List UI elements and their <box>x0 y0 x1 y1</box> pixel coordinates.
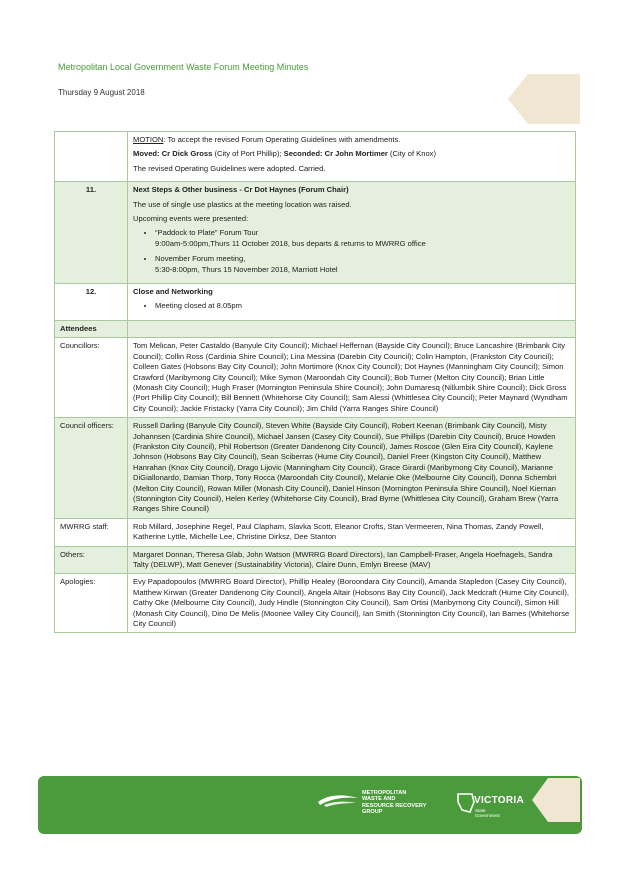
events-list <box>133 228 570 275</box>
footer-decorative-corner <box>532 778 580 822</box>
org-line: WASTE AND <box>362 796 396 803</box>
apologies-label: Apologies: <box>55 574 128 633</box>
item-11-heading: Next Steps & Other business - Cr Dot Haynes (Forum Chair) <box>133 185 349 195</box>
meeting-date: Thursday 9 August 2018 <box>58 88 145 97</box>
org-line: GROUP <box>362 809 383 816</box>
item-11-number: 11. <box>55 182 128 284</box>
victoria-wordmark: VICTORIA <box>474 795 524 806</box>
seconded-org: (City of Knox) <box>387 149 436 159</box>
others-label: Others: <box>55 546 128 574</box>
item-11-row <box>55 182 576 284</box>
close-list <box>133 301 570 311</box>
moved-seconded-line <box>133 149 570 159</box>
vic-sub-line: Government <box>475 813 500 818</box>
staff-list: Rob Millard, Josephine Regel, Paul Clapham, Slavka Scott, Eleanor Crofts, Stan Vermeeren, Nina Thomas, Zandy Powell, Katherine Lyttle, Michelle Lee, Christine Dirksz, Dee Stanton <box>128 518 576 546</box>
event-1-detail: 9:00am-5:00pm,Thurs 11 October 2018, bus departs & returns to MWRRG office <box>155 238 426 248</box>
moved-org: (City of Port Phillip); <box>212 149 284 159</box>
motion-line <box>133 135 570 145</box>
councillors-label: Councillors: <box>55 338 128 418</box>
motion-label: MOTION <box>133 135 164 144</box>
item-12-number: 12. <box>55 284 128 321</box>
motion-row <box>55 132 576 182</box>
event-2-title: November Forum meeting, <box>155 254 246 264</box>
staff-row <box>55 518 576 546</box>
close-bullet: • Meeting closed at 8.05pm <box>155 301 570 311</box>
officers-label: Council officers: <box>55 418 128 519</box>
motion-text: : To accept the revised Forum Operating Guidelines with amendments. <box>163 135 401 144</box>
attendees-heading-row <box>55 320 576 337</box>
others-list: Margaret Donnan, Theresa Glab, John Watson (MWRRG Board Directors), Ian Campbell-Fraser, Angela Hoefnagels, Sandra Talty (DELWP), Matt Genever (Sustainability Victoria), Claire Dunn, Emlyn Breese (MAV) <box>128 546 576 574</box>
mwrrg-swoosh-logo-icon <box>316 792 360 808</box>
item-12-row <box>55 284 576 321</box>
footer-org-name <box>362 790 448 816</box>
event-item <box>155 228 570 249</box>
event-2-detail: 5:30-8:00pm, Thurs 15 November 2018, Marriott Hotel <box>155 264 338 274</box>
document-title: Metropolitan Local Government Waste Forum Meeting Minutes <box>58 62 309 72</box>
seconded-label: Seconded: Cr John Mortimer <box>283 149 388 159</box>
item-11-para-2: Upcoming events were presented: <box>133 214 249 224</box>
officers-row <box>55 418 576 519</box>
item-11-para-1: The use of single use plastics at the meeting location was raised. <box>133 199 352 209</box>
moved-label: Moved: Cr Dick Gross <box>133 149 213 159</box>
event-1-title: “Paddock to Plate” Forum Tour <box>155 228 259 238</box>
org-line: METROPOLITAN <box>362 790 407 796</box>
event-item <box>155 254 570 275</box>
apologies-row <box>55 574 576 633</box>
org-line: RESOURCE RECOVERY <box>362 802 427 809</box>
item-12-heading: Close and Networking <box>133 287 213 297</box>
decorative-corner-shape <box>508 74 580 124</box>
vic-sub-line: State <box>475 808 486 813</box>
apologies-list: Evy Papadopoulos (MWRRG Board Director), Phillip Healey (Boroondara City Council), Amanda Stapledon (Casey City Council), Matthew Kirwan (Greater Dandenong City Council), Angela Altair (Hobsons Bay City Council), Jack Medcraft (Hume City Council), Cathy Oke (Melbourne City Council), Judy Hindle (Stonnington City Council), Sam Ortisi (Maribyrnong City Council), Simon Hill (Monash City Council), Dino De Melis (Moonee Valley City Council), Ian Smith (Stonnington City Council), Ian Barnes (Whitehorse City Council) <box>128 574 576 633</box>
attendees-heading: Attendees <box>55 320 128 337</box>
others-row <box>55 546 576 574</box>
councillors-list: Tom Melican, Peter Castaldo (Banyule City Council); Michael Heffernan (Bayside City Council); Bruce Lancashire (Brimbank City Council); Collin Ross (Cardinia Shire Council); Lina Messina (Darebin City Council); Colin Hampton, (Frankston City Council); Colleen Gates (Hobsons Bay City Council); John Mortimore (Knox City Council); Dot Haynes (Manningham City Council); Simon Crawford (Maribyrnong City Council); Mike Symon (Maroondah City Council); Bob Turner (Melton City Council); Brian Little (Monash City Council); Hugh Fraser (Mornington Peninsula Shire Council); John Dumaresq (Nillumbik Shire Council); Dick Gross (Port Phillip City Council); Bill Bennett (Whitehorse City Council); Sam Alessi (Whittlesea City Council); Peter Maynard (Wyndham City Council); Jackie Fristacky (Yarra City Council); Jim Child (Yarra Ranges Shire Council) <box>128 338 576 418</box>
state-government-label <box>475 808 500 818</box>
staff-label: MWRRG staff: <box>55 518 128 546</box>
officers-list: Russell Darling (Banyule City Council), Steven White (Bayside City Council), Robert Keenan (Brimbank City Council), Misty Johannsen (Cardinia Shire Council), Michael Jansen (Casey City Council), Sue Phillips (Darebin City Council), Bruce Howden (Frankston City Council), Phil Robertson (Greater Dandenong City Council), James Roscoe (Glen Eira City Council), Kaylene Johnson (Hobsons Bay City Council), Sean Sciberras (Hume City Council), Daniel Freer (Kingston City Council), Matthew Hanrahan (Knox City Council), Drago Lijovic (Manningham City Council), Grace Girardi (Maribyrnong City Council), Marianne DiGiallonardo, Damian Thorp, Tony Rocca (Maroondah City Council), Melanie Oke (Melbourne City Council), Donna Schembri (Melton City Council), Rowan Miller (Monash City Council), Daniel Hinson (Mornington Peninsula Shire Council), Noel Kiernan (Stonnington City Council), Helen Kerley (Whitehorse City Council), Brad Byrne (Whittlesea City Council), Graham Brew (Yarra Ranges Shire Council) <box>128 418 576 519</box>
minutes-table <box>54 131 576 633</box>
motion-outcome: The revised Operating Guidelines were adopted. Carried. <box>133 163 326 173</box>
councillors-row <box>55 338 576 418</box>
